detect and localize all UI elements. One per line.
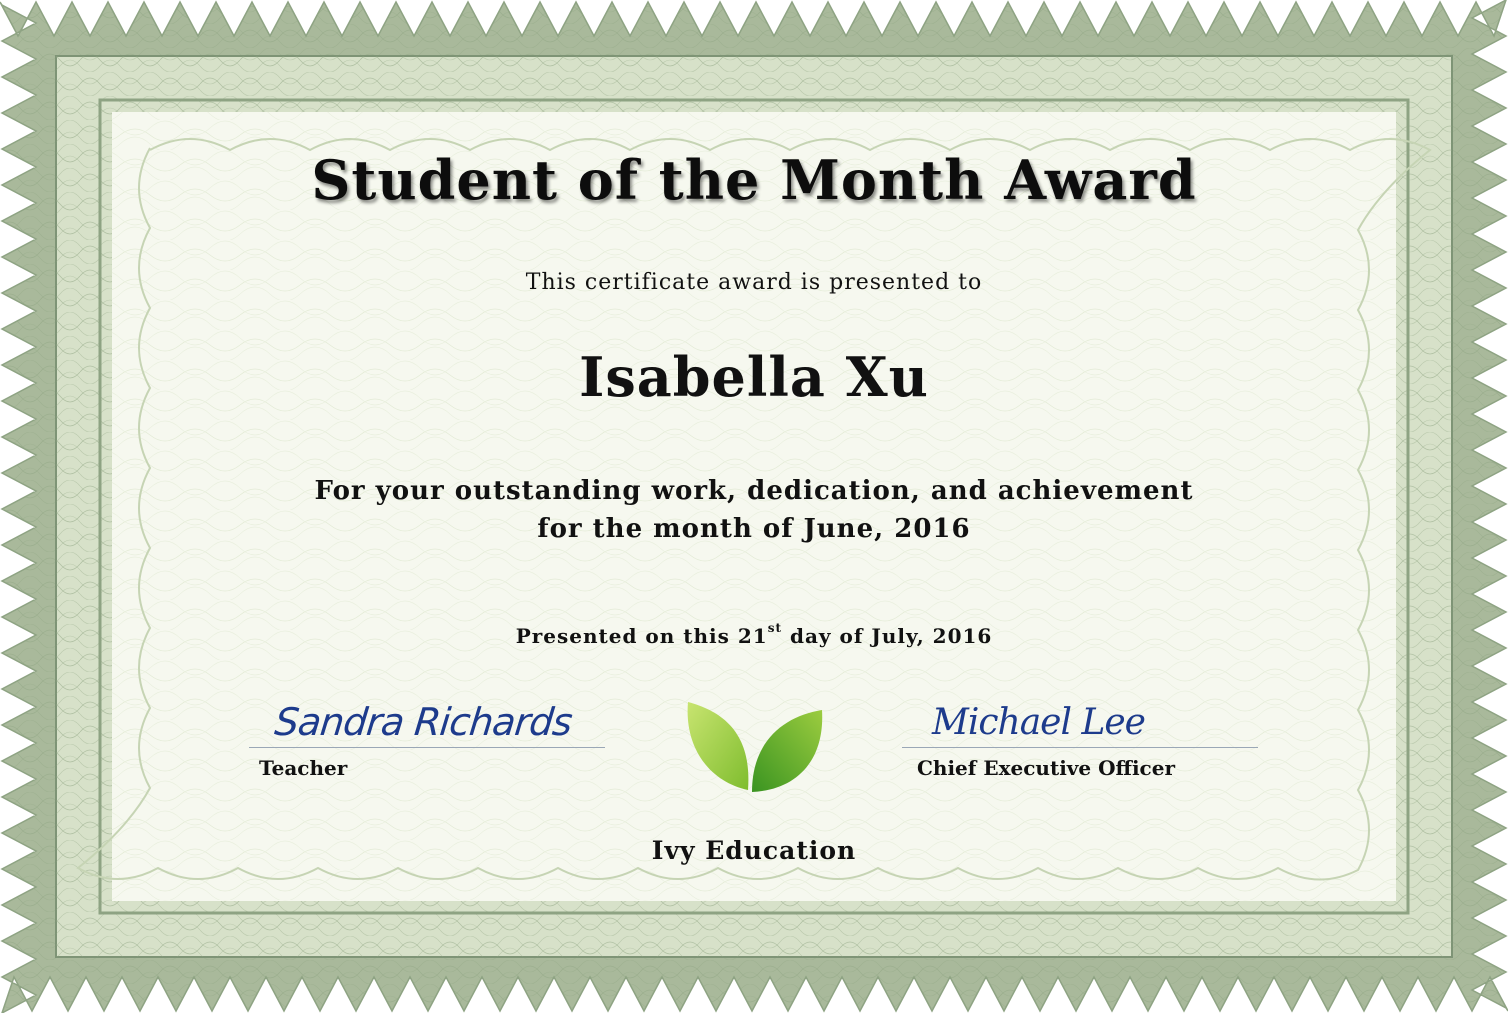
recipient-name: Isabella Xu [579,345,929,409]
ceo-title: Chief Executive Officer [917,756,1175,780]
ceo-signature-line [902,747,1258,748]
presented-date-prefix: Presented on this 21 [515,624,768,648]
organization-name: Ivy Education [651,836,857,865]
reason-line-1: For your outstanding work, dedication, and achievement [314,476,1194,506]
presented-to-text: This certificate award is presented to [525,270,983,295]
award-title: Student of the Month Award [311,148,1197,212]
ceo-signature: Michael Lee [932,702,1145,743]
presented-date [0,621,1508,648]
teacher-signature: Sandra Richards [272,700,574,744]
reason-line-2: for the month of June, 2016 [537,514,971,544]
presented-date-ordinal: st [767,621,783,635]
presented-date-rest: day of July, 2016 [782,624,993,648]
teacher-title: Teacher [259,756,348,780]
teacher-signature-line [249,747,605,748]
